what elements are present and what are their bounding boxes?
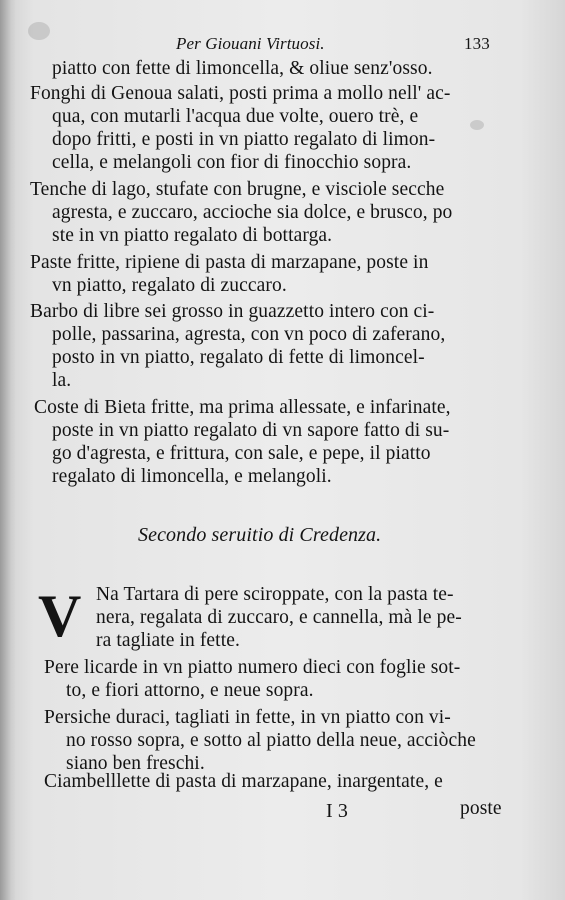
text-line: nera, regalata di zuccaro, e cannella, mà le pe- [96,607,462,628]
text-line: vn piatto, regalato di zuccaro. [52,275,287,296]
text-line: polle, passarina, agresta, con vn poco di zaferano, [52,324,446,345]
text-line: go d'agresta, e frittura, con sale, e pepe, il piatto [52,443,431,464]
text-line: piatto con fette di limoncella, & oliue senz'osso. [52,58,433,79]
text-line: ste in vn piatto regalato di bottarga. [52,225,333,246]
text-line: la. [52,370,72,391]
signature-mark: I 3 [326,800,348,822]
drop-cap: V [38,583,82,649]
running-title: Per Giouani Virtuosi. [176,34,325,53]
catchword: poste [460,798,502,819]
text-line: no rosso sopra, e sotto al piatto della neue, acciòche [66,730,476,751]
text-line: regalato di limoncella, e melangoli. [52,466,332,487]
text-line: Na Tartara di pere sciroppate, con la pasta te- [96,584,454,605]
text-line: agresta, e zuccaro, accioche sia dolce, e brusco, po [52,202,453,223]
page-gutter-shadow [0,0,16,900]
text-line: Fonghi di Genoua salati, posti prima a mollo nell' ac- [30,83,451,104]
text-line: Paste fritte, ripiene di pasta di marzapane, poste in [30,252,429,273]
ink-stain [28,22,50,40]
text-line: siano ben freschi. [66,753,205,774]
page-number: 133 [464,34,490,53]
text-line: Pere licarde in vn piatto numero dieci con foglie sot- [44,657,461,678]
text-line: dopo fritti, e posti in vn piatto regalato di limon- [52,129,436,150]
text-line: cella, e melangoli con fior di finocchio sopra. [52,152,412,173]
text-line: Ciambelllette di pasta di marzapane, inargentate, e [44,771,443,792]
text-line: posto in vn piatto, regalato di fette di limoncel- [52,347,425,368]
text-line: qua, con mutarli l'acqua due volte, ouero trè, e [52,106,419,127]
text-line: Persiche duraci, tagliati in fette, in vn piatto con vi- [44,707,451,728]
text-line: Coste di Bieta fritte, ma prima allessate, e infarinate, [34,397,451,418]
text-line: ra tagliate in fette. [96,630,240,651]
text-line: Tenche di lago, stufate con brugne, e visciole secche [30,179,445,200]
text-line: Barbo di libre sei grosso in guazzetto intero con ci- [30,301,435,322]
section-title: Secondo seruitio di Credenza. [138,524,382,546]
text-line: to, e fiori attorno, e neue sopra. [66,680,314,701]
ink-stain [470,120,484,130]
text-line: poste in vn piatto regalato di vn sapore fatto di su- [52,420,450,441]
